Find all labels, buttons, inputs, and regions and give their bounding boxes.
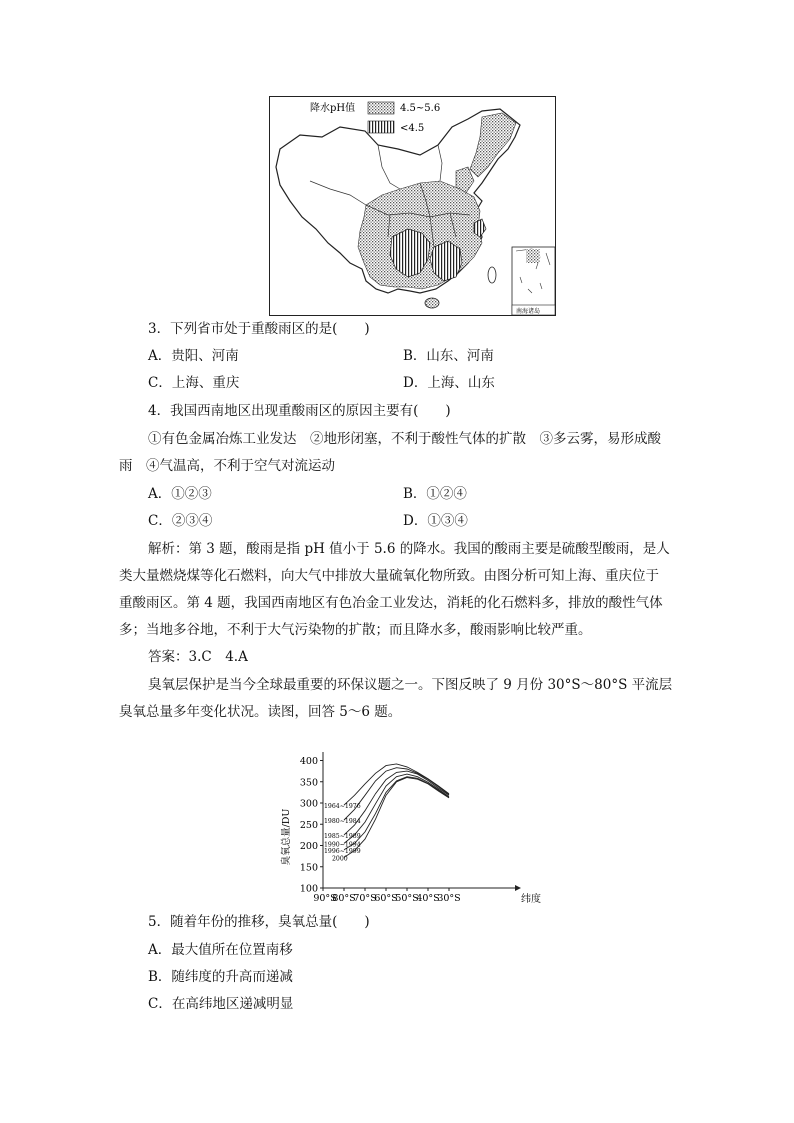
q4-stem: 4．我国西南地区出现重酸雨区的原因主要有( ) bbox=[148, 403, 451, 419]
chart-series-label: 1980~1984 bbox=[324, 818, 361, 825]
q3-option-a[interactable]: A．贵阳、河南 bbox=[148, 348, 239, 364]
analysis-line3: 重酸雨区。第 4 题，我国西南地区有色冶金工业发达，消耗的化石燃料多，排放的酸性气体 bbox=[119, 595, 663, 611]
chart-x-axis-label: 纬度 bbox=[521, 894, 541, 905]
inset-label: 南海诸岛 bbox=[516, 308, 541, 315]
chart-x-tick-label: 30°S bbox=[437, 893, 461, 904]
china-map-figure bbox=[270, 97, 555, 315]
legend-title: 降水pH值 bbox=[310, 103, 356, 114]
q3-option-b[interactable]: B．山东、河南 bbox=[403, 348, 494, 364]
q5-option-c[interactable]: C．在高纬地区递减明显 bbox=[148, 996, 294, 1012]
q5-option-a[interactable]: A．最大值所在位置南移 bbox=[148, 942, 293, 958]
legend-dots-swatch bbox=[368, 102, 394, 114]
legend-label-2: <4.5 bbox=[400, 123, 425, 134]
q4-option-a[interactable]: A．①②③ bbox=[148, 486, 212, 502]
chart-y-axis-label: 臭氧总量/DU bbox=[281, 808, 292, 866]
q5-option-b[interactable]: B．随纬度的升高而递减 bbox=[148, 969, 293, 985]
chart-y-tick-label: 200 bbox=[299, 841, 318, 852]
chart-series-label: 2000 bbox=[332, 855, 348, 863]
inset-dotted-area bbox=[526, 249, 540, 263]
chart-y-tick-label: 400 bbox=[299, 756, 318, 767]
chart-y-tick-label: 300 bbox=[299, 798, 318, 810]
q3-stem: 3．下列省市处于重酸雨区的是( ) bbox=[148, 321, 370, 337]
chart-series-label: 1996~1999 bbox=[324, 847, 361, 855]
chart-x-axis-arrow bbox=[515, 885, 521, 891]
chart-y-tick-label: 150 bbox=[299, 862, 318, 874]
q3-option-d[interactable]: D．上海、山东 bbox=[403, 375, 495, 391]
q4-option-c[interactable]: C．②③④ bbox=[148, 513, 213, 529]
q3-option-c[interactable]: C．上海、重庆 bbox=[148, 375, 240, 391]
chart-series-label: 1990~1994 bbox=[324, 841, 361, 849]
q4-option-d[interactable]: D．①③④ bbox=[403, 513, 468, 529]
intro-line2: 臭氧总量多年变化状况。读图，回答 5～6 题。 bbox=[119, 704, 402, 720]
analysis-line4: 多；当地多谷地，不利于大气污染物的扩散；而且降水多，酸雨影响比较严重。 bbox=[119, 622, 592, 638]
q5-stem: 5．随着年份的推移，臭氧总量( ) bbox=[148, 914, 370, 930]
chart-x-tick-label: 60°S bbox=[374, 893, 398, 904]
chart-x-tick-label: 80°S bbox=[332, 893, 356, 904]
answer-line: 答案：3.C 4.A bbox=[148, 649, 248, 665]
q4-statements-line2: 雨 ④气温高，不利于空气对流运动 bbox=[119, 458, 335, 474]
chart-x-tick-label: 40°S bbox=[416, 893, 440, 904]
chart-y-tick-label: 250 bbox=[299, 819, 318, 831]
ozone-chart bbox=[275, 742, 550, 907]
chart-x-tick-label: 50°S bbox=[395, 893, 419, 904]
chart-x-tick-label: 90°S bbox=[313, 893, 337, 904]
chart-series-label: 1985~1989 bbox=[324, 832, 361, 840]
chart-y-tick-label: 100 bbox=[299, 883, 318, 895]
q4-option-b[interactable]: B．①②④ bbox=[403, 486, 467, 502]
intro-line1: 臭氧层保护是当今全球最重要的环保议题之一。下图反映了 9 月份 30°S～80°S 平流层 bbox=[148, 677, 673, 693]
chart-series-label: 1964~1976 bbox=[324, 803, 361, 811]
analysis-line2: 类大量燃烧煤等化石燃料，向大气中排放大量硫氧化物所致。由图分析可知上海、重庆位于 bbox=[119, 568, 659, 584]
hainan-island bbox=[425, 298, 439, 308]
legend-label-1: 4.5~5.6 bbox=[400, 103, 441, 114]
ozone-chart-svg bbox=[275, 742, 550, 907]
q4-statements-line1: ①有色金属冶炼工业发达 ②地形闭塞，不利于酸性气体的扩散 ③多云雾，易形成酸 bbox=[148, 431, 661, 447]
acid-rain-map bbox=[269, 96, 556, 316]
chart-y-tick-label: 350 bbox=[299, 777, 318, 789]
legend-lines-swatch bbox=[368, 121, 394, 133]
analysis-line1: 解析：第 3 题，酸雨是指 pH 值小于 5.6 的降水。我国的酸雨主要是硫酸型酸雨，是人 bbox=[148, 541, 670, 557]
chart-x-tick-label: 70°S bbox=[353, 893, 377, 904]
taiwan-island bbox=[488, 267, 496, 283]
chart-series-line bbox=[344, 768, 449, 820]
